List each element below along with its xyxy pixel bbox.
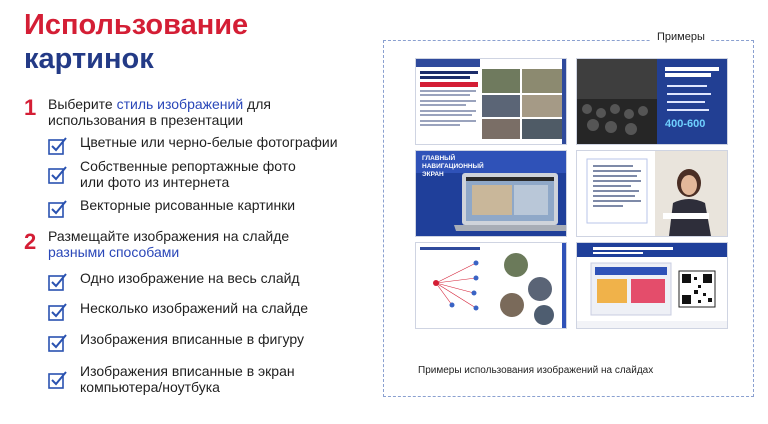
title-line-1: Использование (24, 9, 249, 41)
checkbox-check-icon (48, 370, 68, 390)
step-1-number: 1 (24, 95, 37, 120)
step-2-line-1: Размещайте изображения на слайде (48, 228, 290, 244)
step-1-item-line-1: Векторные рисованные картинки (80, 197, 296, 213)
title-line-2: картинок (24, 43, 154, 75)
step-1-prefix: Выберите (48, 96, 117, 112)
step-1-item-line-1: Собственные репортажные фото (80, 158, 296, 174)
step-2-item (48, 270, 378, 300)
step-1-line-2: использования в презентации (48, 112, 244, 128)
checkbox-check-icon (48, 199, 68, 219)
step-2-item-line-1: Одно изображение на весь слайд (80, 270, 300, 286)
examples-caption: Примеры использования изображений на слайдах (418, 365, 654, 376)
page-title (24, 8, 248, 76)
checkbox-check-icon (48, 136, 68, 156)
step-2-item-line-1: Несколько изображений на слайде (80, 300, 309, 316)
examples-label: Примеры (651, 31, 711, 43)
example-slide-text-photos (415, 58, 567, 145)
step-2-item (48, 300, 378, 330)
step-2-item-line-1: Изображения вписанные в фигуру (80, 331, 304, 347)
step-1-suffix: для (243, 96, 271, 112)
step-2-item-line-1: Изображения вписанные в экран (80, 363, 295, 379)
step-1-text (48, 96, 271, 128)
step-2-number: 2 (24, 229, 37, 254)
navigation-screen-title: ГЛАВНЫЙ НАВИГАЦИОННЫЙ ЭКРАН (422, 155, 484, 178)
step-2-item (48, 363, 378, 399)
step-2-highlight: разными способами (48, 244, 180, 260)
step-1-item-line-1: Цветные или черно-белые фотографии (80, 134, 338, 150)
big-number-label: 400-600 (665, 118, 706, 130)
step-2-text (48, 228, 289, 260)
example-slide-laptop (415, 150, 567, 237)
example-slide-photo-quote (576, 150, 728, 237)
step-1-item-line-2: или фото из интернета (80, 174, 230, 190)
checkbox-check-icon (48, 333, 68, 353)
example-slide-qr (576, 242, 728, 329)
step-2-item-line-2: компьютера/ноутбука (80, 379, 220, 395)
step-1-item (48, 197, 378, 227)
step-1-item (48, 158, 378, 194)
step-2-item (48, 331, 378, 361)
checkbox-check-icon (48, 302, 68, 322)
example-slide-diagram (415, 242, 567, 329)
checkbox-check-icon (48, 165, 68, 185)
example-slide-full-photo (576, 58, 728, 145)
checkbox-check-icon (48, 272, 68, 292)
step-1-highlight: стиль изображений (116, 96, 244, 112)
